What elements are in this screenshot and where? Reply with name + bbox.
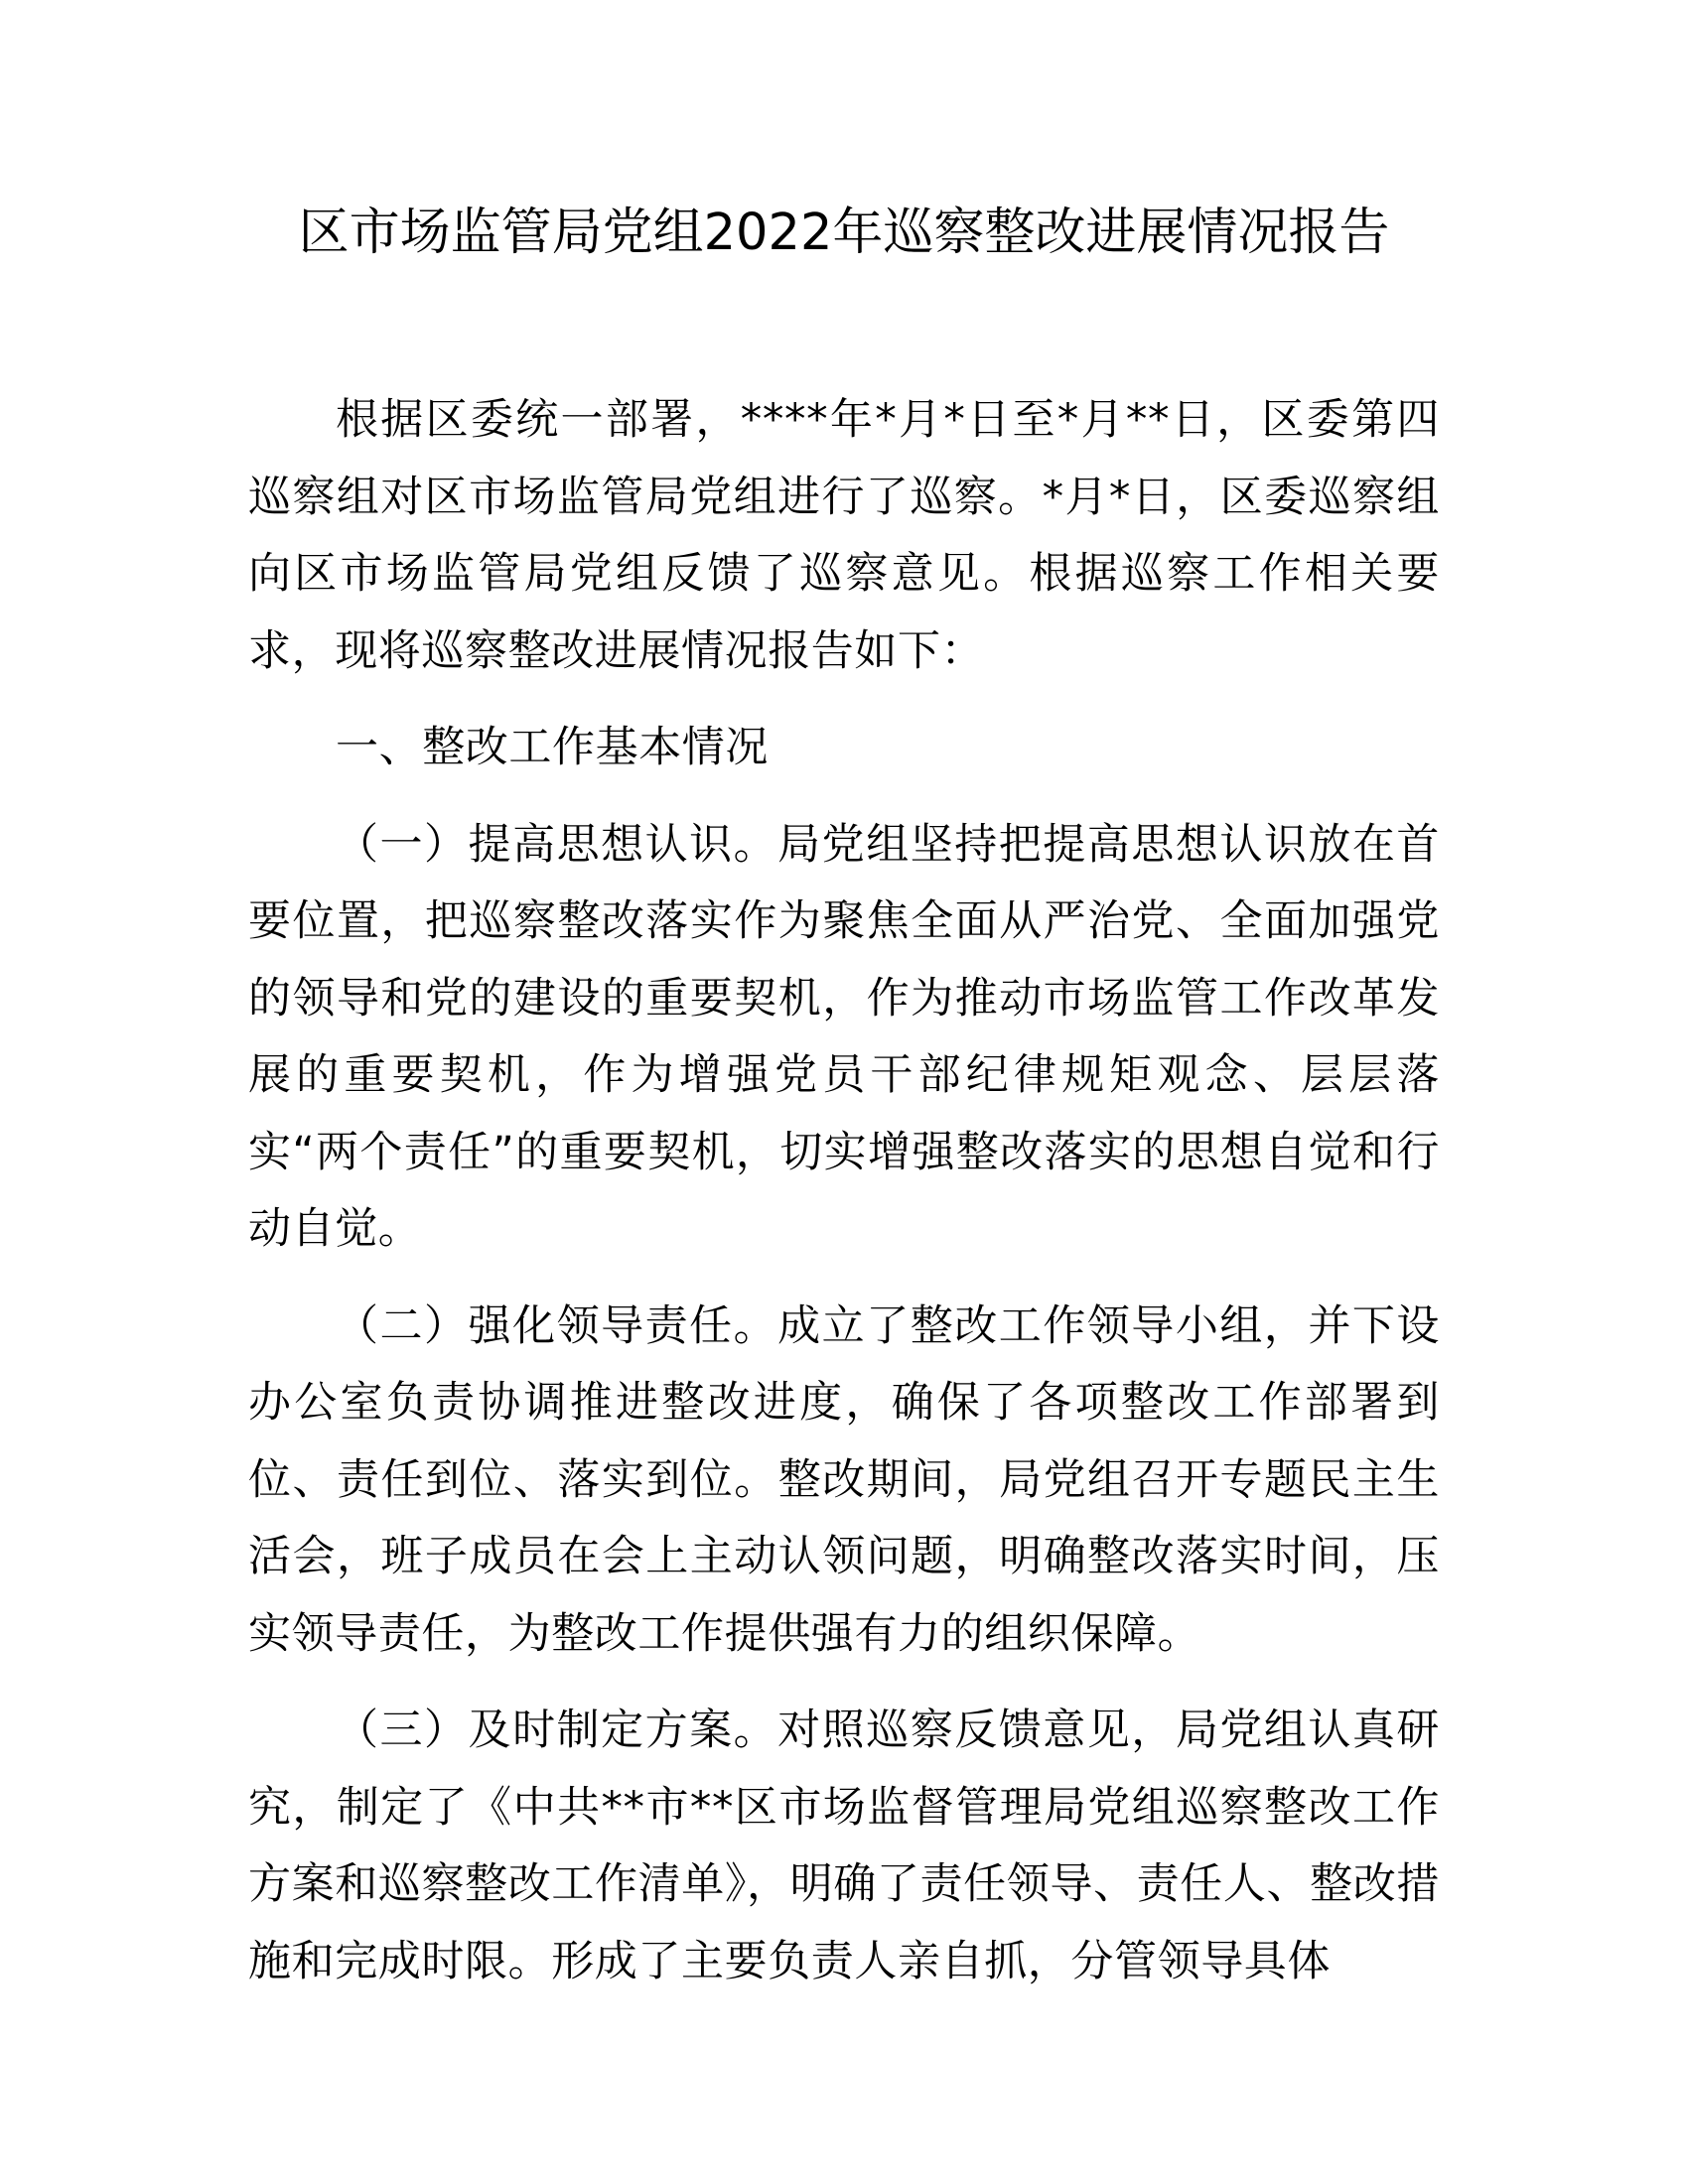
paragraph-1: （一）提高思想认识。局党组坚持把提高思想认识放在首要位置，把巡察整改落实作为聚焦全面从严治党、全面加强党的领导和党的建设的重要契机，作为推动市场监管工作改革发展的重要契机，作为增强党员干部纪律规矩观念、层层落实“两个责任”的重要契机，切实增强整改落实的思想自觉和行动自觉。 (248, 819, 1440, 1254)
intro-paragraph: 根据区委统一部署，****年*月*日至*月**日，区委第四巡察组对区市场监管局党组进行了巡察。*月*日，区委巡察组向区市场监管局党组反馈了巡察意见。根据巡察工作相关要求，现将巡察整改进展情况报告如下： (248, 395, 1440, 676)
section-heading: 一、整改工作基本情况 (336, 723, 769, 772)
document-title: 区市场监管局党组2022年巡察整改进展情况报告 (298, 204, 1390, 262)
document-body (248, 382, 1440, 2000)
paragraph-3: （三）及时制定方案。对照巡察反馈意见，局党组认真研究，制定了《中共**市**区市场监督管理局党组巡察整改工作方案和巡察整改工作清单》，明确了责任领导、责任人、整改措施和完成时限。形成了主要负责人亲自抓，分管领导具体 (248, 1706, 1440, 1986)
paragraph-2: （二）强化领导责任。成立了整改工作领导小组，并下设办公室负责协调推进整改进度，确保了各项整改工作部署到位、责任到位、落实到位。整改期间，局党组召开专题民主生活会，班子成员在会上主动认领问题，明确整改落实时间，压实领导责任，为整改工作提供强有力的组织保障。 (248, 1300, 1440, 1659)
